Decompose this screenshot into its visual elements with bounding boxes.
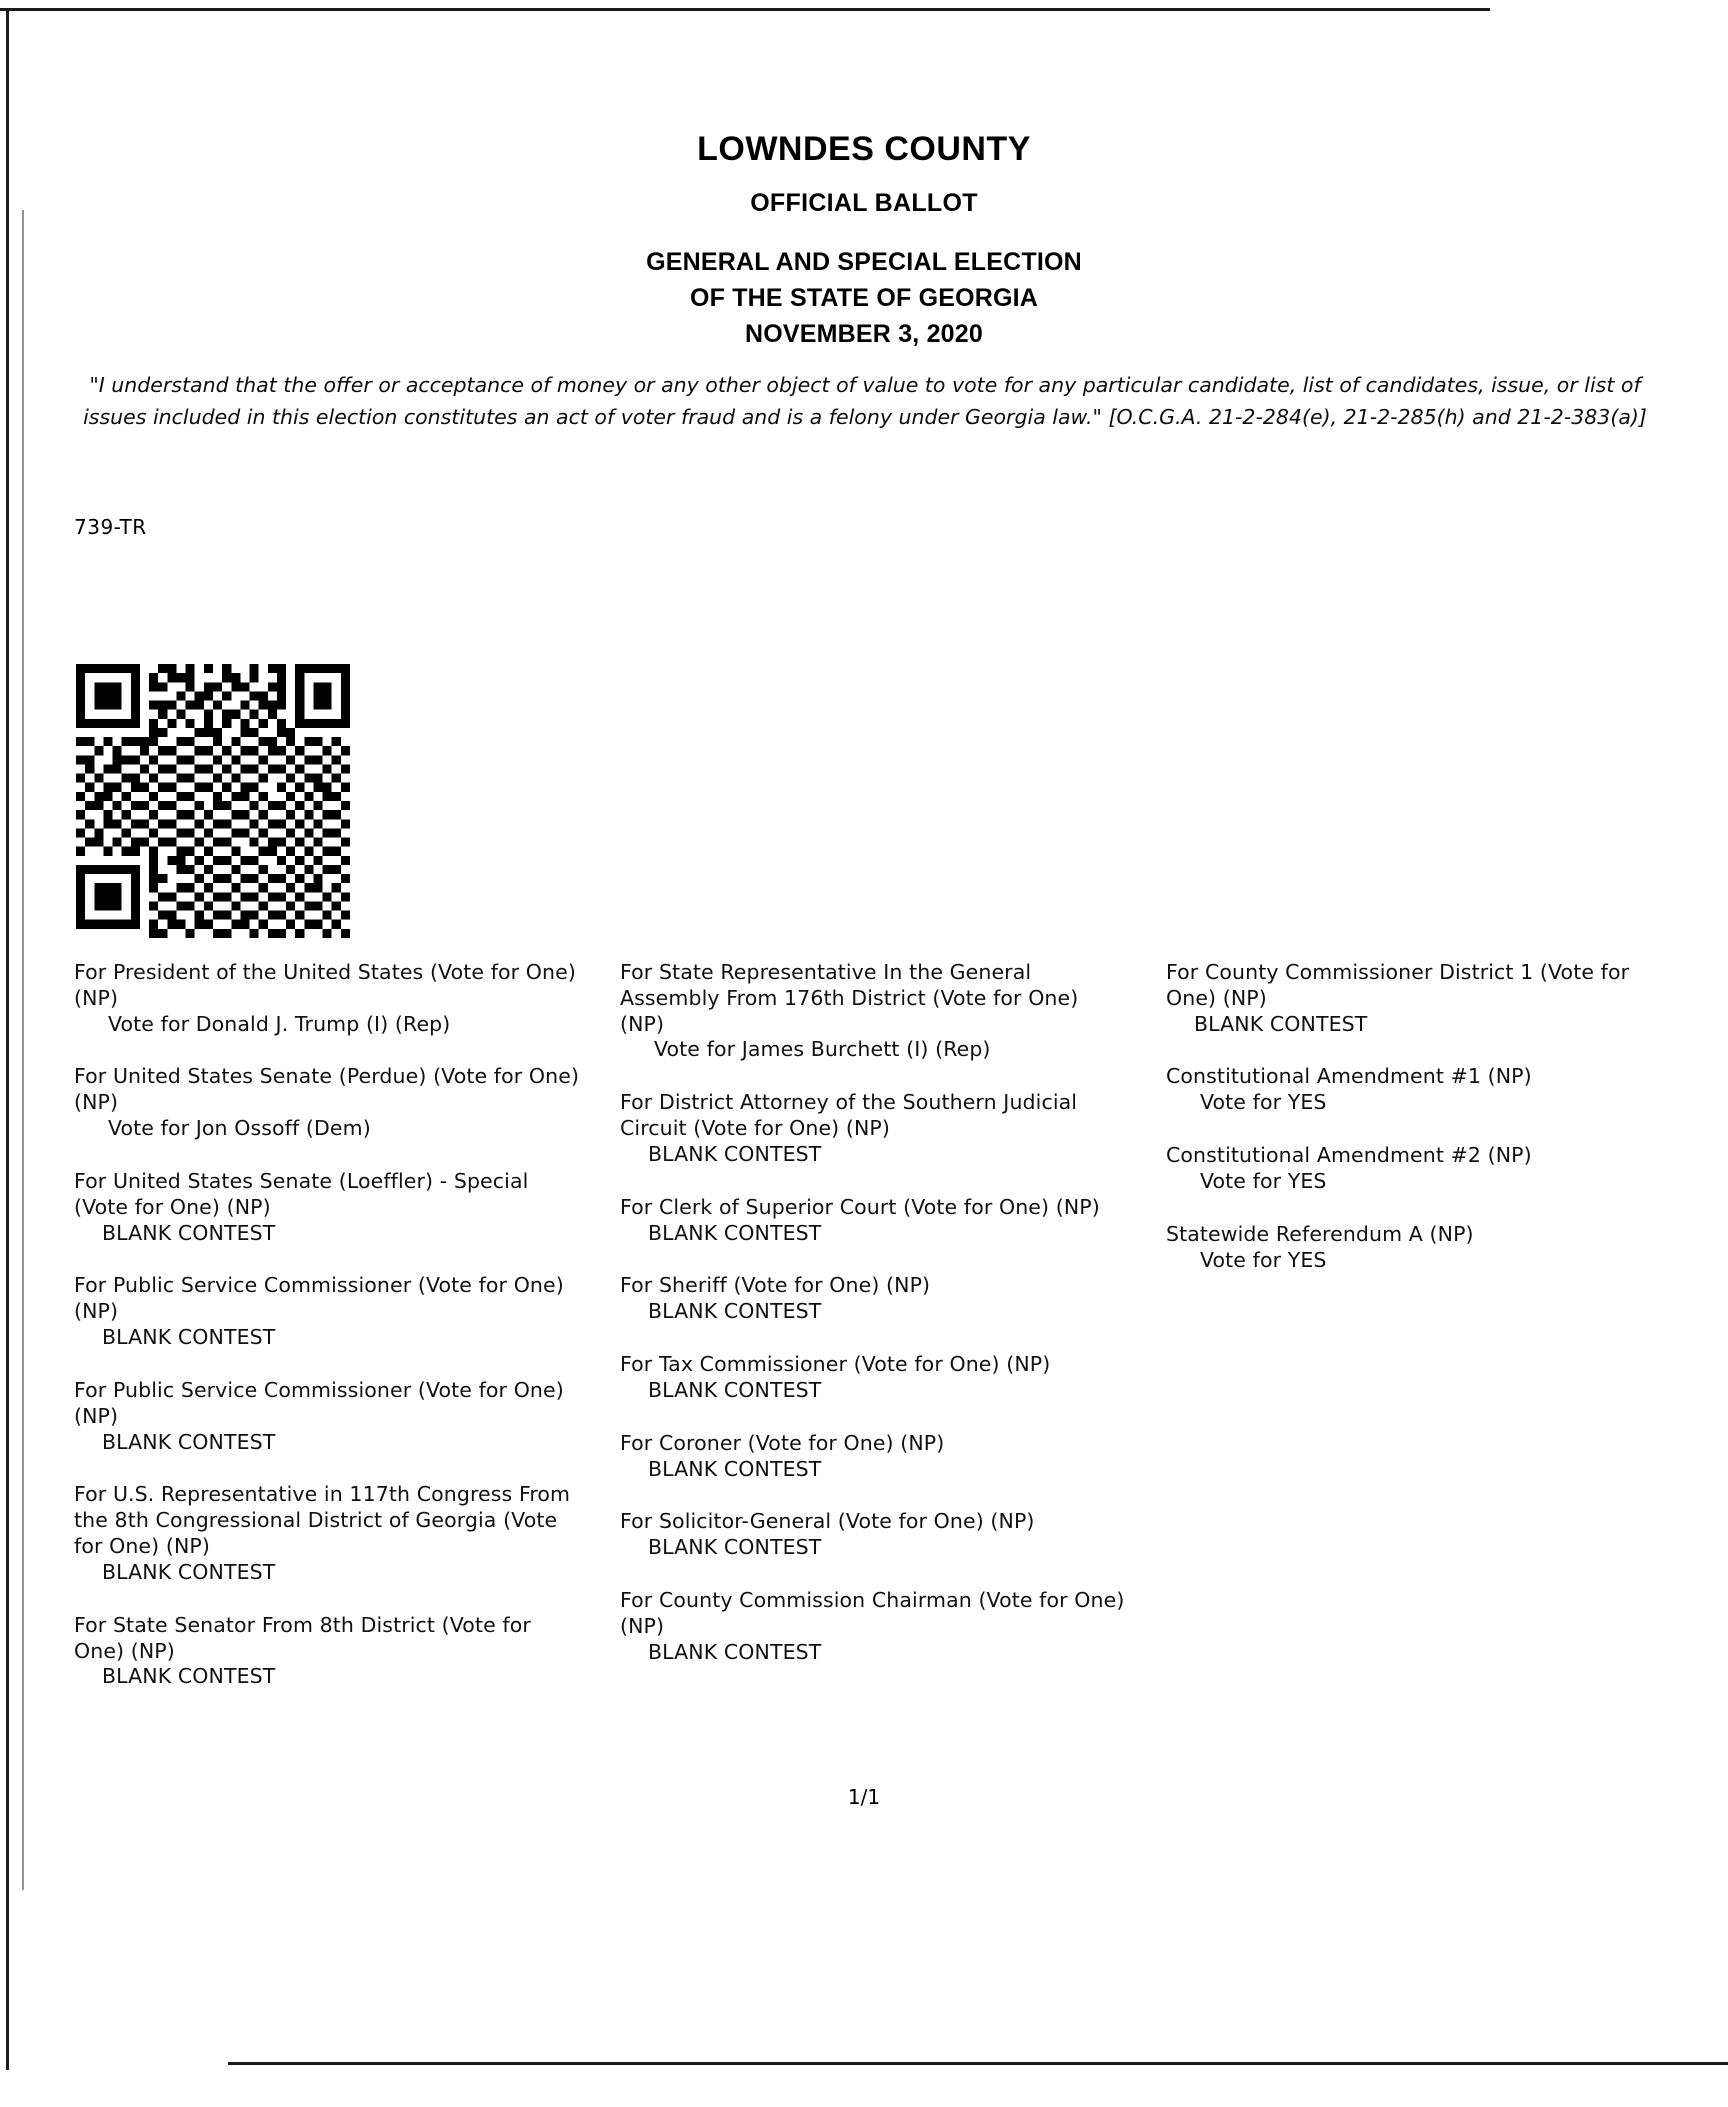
contest-title: For District Attorney of the Southern Judicial Circuit (Vote for One) (NP) [620,1090,1078,1141]
contest-blank: BLANK CONTEST [102,1664,276,1689]
contest-selection: Vote for James Burchett (I) (Rep) [654,1037,991,1062]
ballot-qr-code [76,664,350,938]
county-title: LOWNDES COUNTY [697,130,1031,168]
contest-title: For Clerk of Superior Court (Vote for One) (NP) [620,1194,1100,1219]
contest-title: For State Senator From 8th District (Vote for One) (NP) [74,1612,531,1663]
contest-blank: BLANK CONTEST [648,1639,822,1664]
election-title-line-1: GENERAL AND SPECIAL ELECTION [646,247,1082,276]
election-title-line-3: NOVEMBER 3, 2020 [744,320,983,348]
contest-title: For County Commission Chairman (Vote for One) (NP) [620,1588,1125,1638]
contest-title: For President of the United States (Vote for One) (NP) [74,960,576,1010]
contest-block [620,1352,1128,1404]
election-title [0,244,1728,353]
contest-title: For Public Service Commissioner (Vote for One) (NP) [74,1273,564,1324]
contest-block [74,1613,582,1690]
contest-title: For Solicitor-General (Vote for One) (NP) [620,1509,1035,1534]
contest-block [74,1378,582,1455]
contest-title: For Public Service Commissioner (Vote for One) (NP) [74,1377,564,1428]
contest-title: For United States Senate (Perdue) (Vote for One) (NP) [74,1064,580,1115]
contest-column [620,960,1128,1693]
contest-blank: BLANK CONTEST [102,1220,276,1245]
contest-block [620,1195,1128,1247]
contest-title: For Tax Commissioner (Vote for One) (NP) [620,1352,1051,1377]
page-number: 1/1 [847,1785,881,1809]
contest-title: Constitutional Amendment #2 (NP) [1166,1143,1532,1168]
qr-code-icon [76,664,350,938]
contest-block [620,1588,1128,1665]
contest-title: For Coroner (Vote for One) (NP) [620,1430,945,1455]
contest-selection: Vote for YES [1200,1247,1327,1272]
contest-blank: BLANK CONTEST [648,1456,822,1481]
contest-column [74,960,582,1717]
contest-blank: BLANK CONTEST [648,1377,822,1402]
contest-block [1166,1064,1674,1116]
contest-selection: Vote for YES [1200,1090,1327,1115]
voter-fraud-oath: "I understand that the offer or acceptance of money or any other object of value to vote for any particular candidate, list of candidates, issue, or list of issues included in this election constitutes an act of voter fraud and is a felony under Georgia law." [O.C.G.A. 21-2-284(e), 21-2-285(h) and 21-2-383(a)] [83,373,1647,429]
contest-block [1166,1143,1674,1195]
official-ballot-title: OFFICIAL BALLOT [750,188,978,217]
contest-block [620,1273,1128,1325]
contest-block [1166,1222,1674,1274]
contest-block [74,1169,582,1246]
contest-blank: BLANK CONTEST [102,1559,276,1584]
contest-block [74,1064,582,1141]
contest-blank: BLANK CONTEST [648,1535,822,1560]
contest-blank: BLANK CONTEST [1194,1011,1368,1036]
contest-title: Constitutional Amendment #1 (NP) [1166,1064,1532,1089]
contest-block [620,1509,1128,1561]
contest-block [620,1431,1128,1483]
contest-title: Statewide Referendum A (NP) [1166,1221,1474,1246]
contest-column [1166,960,1674,1300]
ballot-header [0,128,1728,352]
contest-block [620,1090,1128,1167]
contest-block [74,1273,582,1350]
contest-blank: BLANK CONTEST [648,1141,822,1166]
contest-selection: Vote for YES [1200,1168,1327,1193]
contest-title: For United States Senate (Loeffler) - Special (Vote for One) (NP) [74,1168,529,1219]
contest-block [620,960,1128,1063]
contest-blank: BLANK CONTEST [102,1325,276,1350]
contest-block [1166,960,1674,1037]
contest-columns [74,960,1674,1717]
contest-selection: Vote for Donald J. Trump (I) (Rep) [108,1011,451,1036]
contest-blank: BLANK CONTEST [102,1429,276,1454]
contest-blank: BLANK CONTEST [648,1220,822,1245]
contest-title: For State Representative In the General Assembly From 176th District (Vote for One) (NP) [620,960,1079,1036]
contest-block [74,1482,582,1585]
election-title-line-2: OF THE STATE OF GEORGIA [689,283,1039,312]
ballot-id: 739-TR [74,515,147,539]
contest-title: For U.S. Representative in 117th Congress From the 8th Congressional District of Georgia (Vote for One) (NP) [74,1482,571,1559]
contest-blank: BLANK CONTEST [648,1299,822,1324]
contest-block [74,960,582,1037]
contest-title: For Sheriff (Vote for One) (NP) [620,1273,931,1298]
contest-title: For County Commissioner District 1 (Vote for One) (NP) [1166,960,1630,1010]
contest-selection: Vote for Jon Ossoff (Dem) [108,1116,371,1141]
